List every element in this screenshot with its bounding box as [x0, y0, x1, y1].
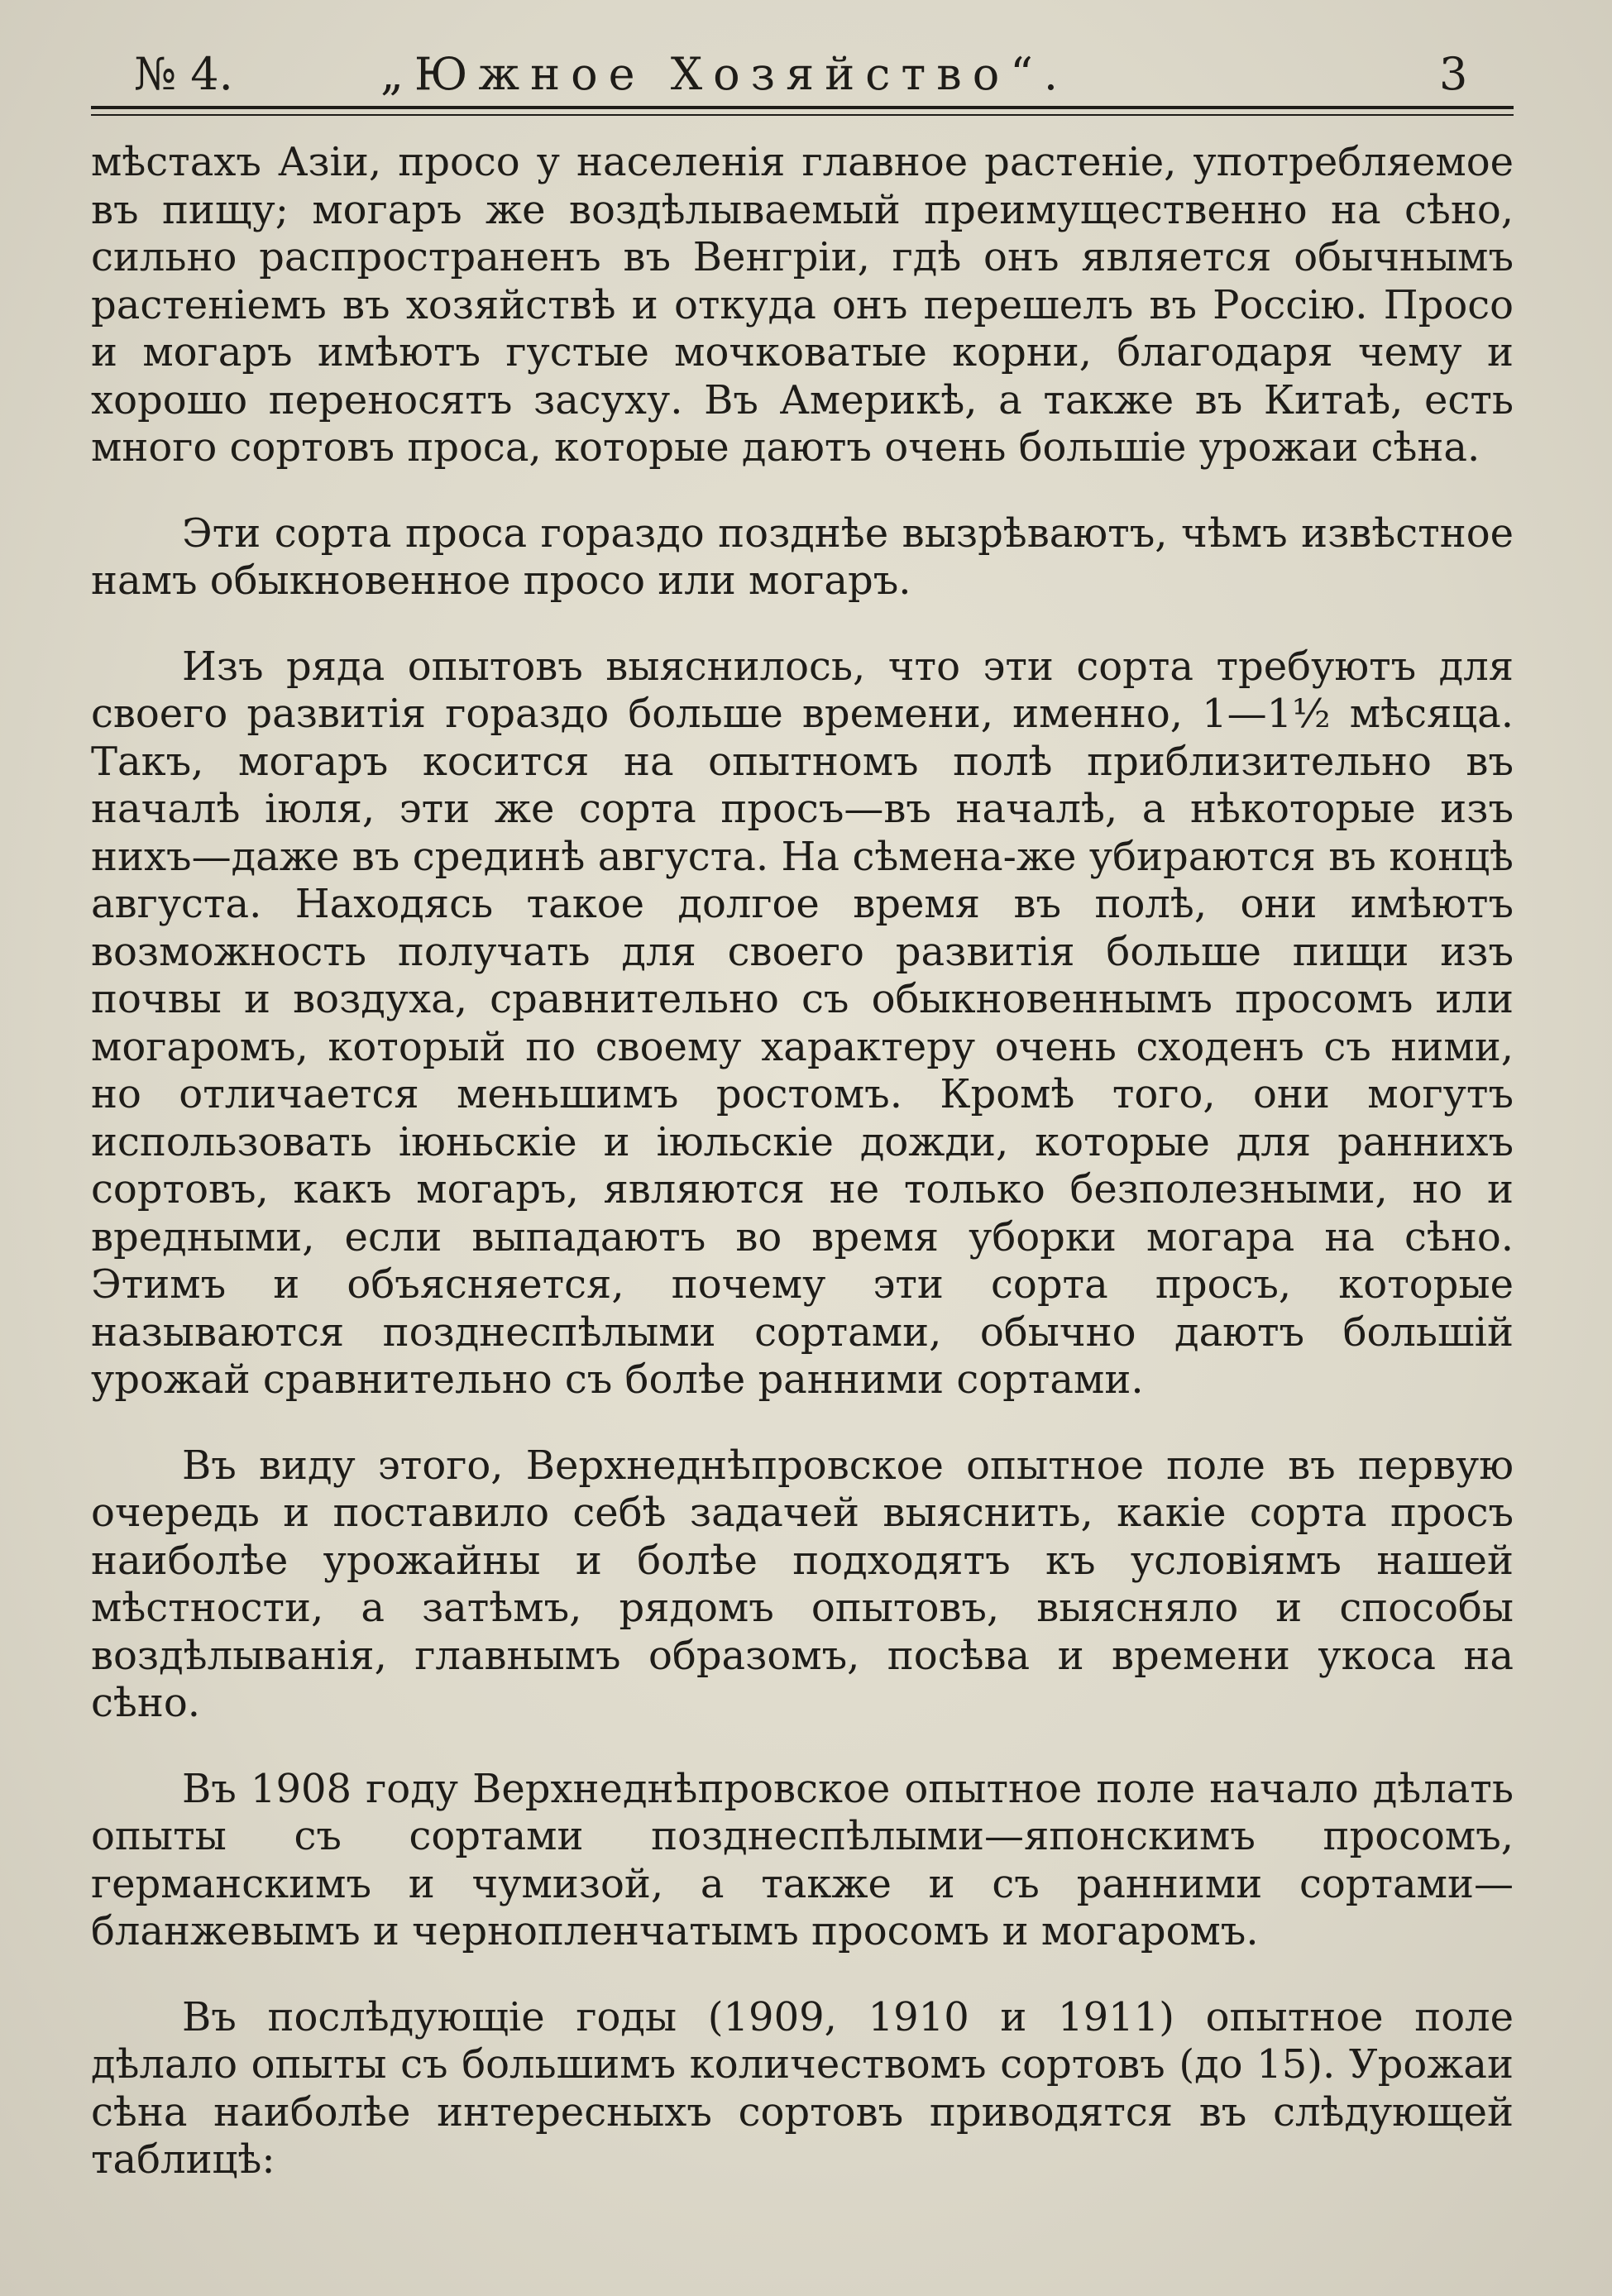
issue-number: № 4.: [134, 48, 233, 100]
header-rule-thin: [91, 114, 1514, 116]
paragraph-5: Въ 1908 году Верхнеднѣпровское опытное поле начало дѣлать опыты съ сортами позднеспѣлыми—японскимъ просомъ, германскимъ и чумизой, а также и съ ранними сортами—бланжевымъ и чернопленчатымъ просомъ и могаромъ.: [91, 1765, 1514, 1954]
paragraph-1: мѣстахъ Азіи, просо у населенія главное растеніе, употребляемое въ пищу; могаръ же воздѣлываемый преимущественно на сѣно, сильно распространенъ въ Венгріи, гдѣ онъ является обычнымъ растеніемъ въ хозяйствѣ и откуда онъ перешелъ въ Россію. Просо и могаръ имѣютъ густые мочковатые корни, благодаря чему и хорошо переносятъ засуху. Въ Америкѣ, а также въ Китаѣ, есть много сортовъ проса, которые даютъ очень большіе урожаи сѣна.: [91, 139, 1514, 471]
page-header: [91, 45, 1514, 103]
page-number: 3: [1439, 48, 1468, 100]
paragraph-2: Эти сорта проса гораздо позднѣе вызрѣваютъ, чѣмъ извѣстное намъ обыкновенное просо или могаръ.: [91, 509, 1514, 604]
journal-title: „Южное Хозяйство“.: [380, 48, 1069, 100]
article-body: [91, 139, 1514, 2184]
paragraph-6: Въ послѣдующіе годы (1909, 1910 и 1911) опытное поле дѣлало опыты съ большимъ количествомъ сортовъ (до 15). Урожаи сѣна наиболѣе интересныхъ сортовъ приводятся въ слѣдующей таблицѣ:: [91, 1993, 1514, 2183]
paragraph-4: Въ виду этого, Верхнеднѣпровское опытное поле въ первую очередь и поставило себѣ задачей выяснить, какіе сорта просъ наиболѣе урожайны и болѣе подходятъ къ условіямъ нашей мѣстности, а затѣмъ, рядомъ опытовъ, выясняло и способы воздѣлыванія, главнымъ образомъ, посѣва и времени укоса на сѣно.: [91, 1442, 1514, 1726]
paragraph-3: Изъ ряда опытовъ выяснилось, что эти сорта требуютъ для своего развитія гораздо больше времени, именно, 1—1½ мѣсяца. Такъ, могаръ косится на опытномъ полѣ приблизительно въ началѣ іюля, эти же сорта просъ—въ началѣ, а нѣкоторые изъ нихъ—даже въ срединѣ августа. На сѣмена-же убираются въ концѣ августа. Находясь такое долгое время въ полѣ, они имѣютъ возможность получать для своего развитія больше пищи изъ почвы и воздуха, сравнительно съ обыкновеннымъ просомъ или могаромъ, который по своему характеру очень сходенъ съ ними, но отличается меньшимъ ростомъ. Кромѣ того, они могутъ использовать іюньскіе и іюльскіе дожди, которые для раннихъ сортовъ, какъ могаръ, являются не только безполезными, но и вредными, если выпадаютъ во время уборки могара на сѣно. Этимъ и объясняется, почему эти сорта просъ, которые называются позднеспѣлыми сортами, обычно даютъ большій урожай сравнительно съ болѣе ранними сортами.: [91, 643, 1514, 1403]
header-rule-thick: [91, 106, 1514, 109]
